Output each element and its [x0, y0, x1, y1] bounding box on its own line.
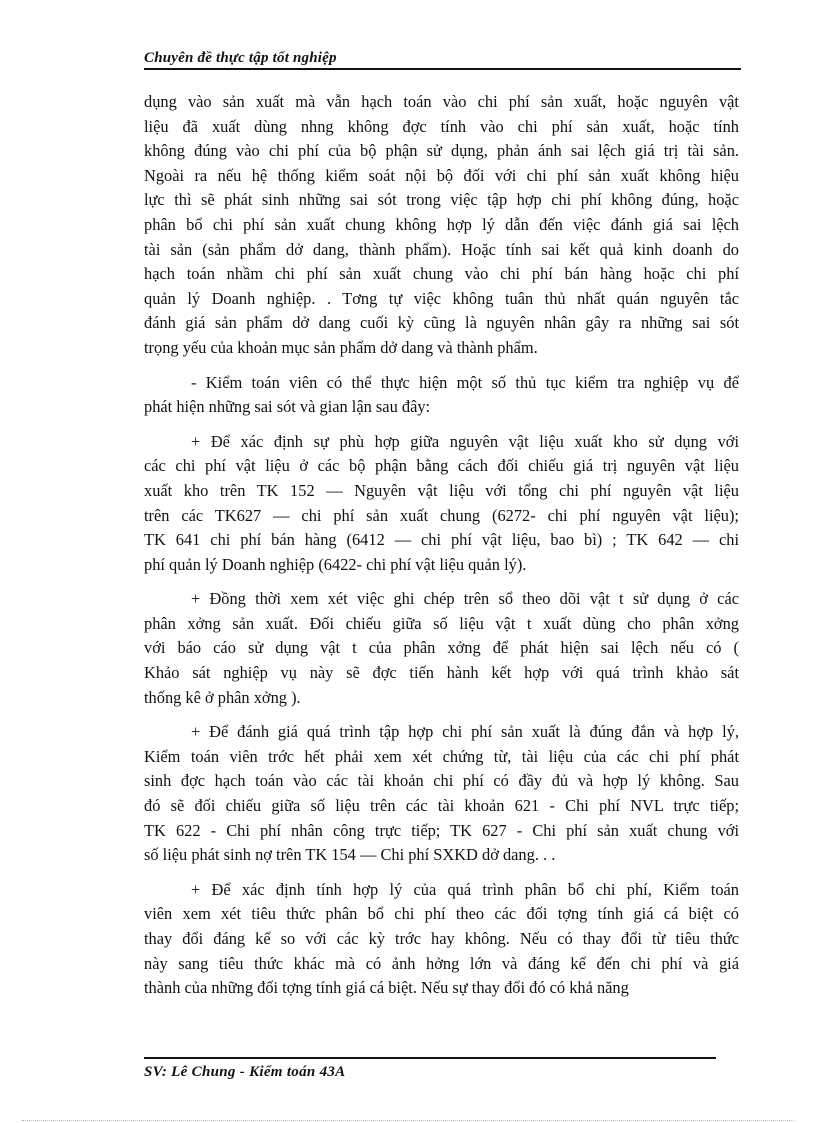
text-line: hạch toán nhầm chi phí sản xuất chung vào chi phí bán hàng hoặc chi phí: [144, 264, 739, 284]
text-line: phân bổ chi phí sản xuất chung không hợp lý dẫn đến việc đánh giá sai lệch: [144, 214, 739, 234]
text-line: phát hiện những sai sót và gian lận sau đây:: [144, 397, 431, 417]
paragraph: [144, 878, 739, 1001]
text-line: trên các TK627 — chi phí sản xuất chung (6272- chi phí nguyên vật liệu);: [144, 505, 739, 525]
paragraph: [144, 587, 739, 710]
text-line: đánh giá sản phẩm dở dang cuối kỳ cũng là nguyên nhân gây ra những sai sót: [144, 313, 739, 333]
text-line: dụng vào sản xuất mà vẫn hạch toán vào chi phí sản xuất, hoặc nguyên vật: [144, 92, 739, 111]
text-line: xuất kho trên TK 152 — Nguyên vật liệu với tổng chi phí nguyên vật liệu: [144, 480, 739, 500]
text-line: phân xởng sản xuất. Đối chiếu giữa số liệu vật t xuất dùng cho phân xởng: [144, 613, 739, 633]
text-line: trọng yếu của khoản mục sản phẩm dở dang và thành phẩm.: [144, 337, 538, 357]
text-line: + Đồng thời xem xét việc ghi chép trên sổ theo dõi vật t sử dụng ở các: [191, 589, 739, 609]
text-line: + Để xác định tính hợp lý của quá trình phân bổ chi phí, Kiểm toán: [191, 879, 739, 899]
text-line: số liệu phát sinh nợ trên TK 154 — Chi phí SXKD dở dang. . .: [144, 845, 556, 865]
text-line: với báo cáo sử dụng vật t của phân xởng để phát hiện sai lệch nếu có (: [144, 638, 739, 658]
text-line: này sang tiêu thức khác mà có ảnh hởng lớn và đáng kể đến chi phí và giá: [144, 953, 739, 973]
text-line: phí quản lý Doanh nghiệp (6422- chi phí vật liệu quản lý).: [144, 554, 527, 574]
text-line: viên xem xét tiêu thức phân bổ chi phí theo các đối tợng tính giá cá biệt có: [144, 904, 739, 924]
text-line: TK 641 chi phí bán hàng (6412 — chi phí vật liệu, bao bì) ; TK 642 — chi: [144, 530, 739, 550]
header-title: Chuyên đề thực tập tốt nghiệp: [144, 50, 337, 66]
text-line: lực thì sẽ phát sinh những sai sót trong việc tập hợp chi phí không đúng, hoặc: [144, 190, 739, 210]
text-line: quản lý Doanh nghiệp. . Tơng tự việc không tuân thủ nhất quán nguyên tắc: [144, 288, 739, 308]
text-line: + Để đánh giá quá trình tập hợp chi phí sản xuất là đúng đắn và hợp lý,: [191, 722, 739, 742]
text-line: TK 622 - Chi phí nhân công trực tiếp; TK 627 - Chi phí sản xuất chung với: [144, 820, 739, 840]
page-header: [144, 48, 741, 70]
paragraph: [144, 430, 739, 578]
document-body: [144, 90, 739, 1011]
text-line: sinh đợc hạch toán vào các tài khoản chi phí có đầy đủ và hợp lý không. Sau: [144, 771, 739, 791]
paragraph: [144, 720, 739, 868]
footer-divider: [144, 1057, 716, 1059]
text-line: - Kiểm toán viên có thể thực hiện một số thủ tục kiểm tra nghiệp vụ để: [191, 372, 739, 392]
page-bottom-dotted-border: [22, 1120, 794, 1121]
text-line: thay đổi đáng kể so với các kỳ trớc hay không. Nếu có thay đổi từ tiêu thức: [144, 929, 739, 948]
text-line: Kiểm toán viên trớc hết phải xem xét chứng từ, tài liệu của các chi phí phát: [144, 746, 739, 766]
text-line: đó sẽ đối chiếu giữa số liệu trên các tài khoản 621 - Chi phí NVL trực tiếp;: [144, 796, 739, 816]
text-line: tài sản (sản phẩm dở dang, thành phẩm). Hoặc tính sai kết quả kinh doanh do: [144, 239, 739, 259]
text-line: liệu đã xuất dùng nhng không đợc tính vào chi phí sản xuất, hoặc tính: [144, 116, 739, 136]
text-line: Ngoài ra nếu hệ thống kiểm soát nội bộ đối với chi phí sản xuất không hiệu: [144, 165, 739, 185]
text-line: thành của những đối tợng tính giá cá biệt. Nếu sự thay đổi đó có khả năng: [144, 978, 629, 998]
text-line: không đúng vào chi phí của bộ phận sử dụng, phản ánh sai lệch giá trị tài sản.: [144, 141, 739, 161]
text-line: Khảo sát nghiệp vụ này sẽ đợc tiến hành kết hợp với quá trình khảo sát: [144, 663, 739, 683]
text-line: các chi phí vật liệu ở các bộ phận bằng cách đối chiếu giá trị nguyên vật liệu: [144, 456, 739, 476]
paragraph: [144, 90, 739, 361]
text-line: + Để xác định sự phù hợp giữa nguyên vật liệu xuất kho sử dụng với: [191, 431, 739, 451]
paragraph: [144, 371, 739, 420]
text-line: thống kê ở phân xởng ).: [144, 687, 301, 707]
footer-author: SV: Lê Chung - Kiểm toán 43A: [144, 1064, 346, 1080]
